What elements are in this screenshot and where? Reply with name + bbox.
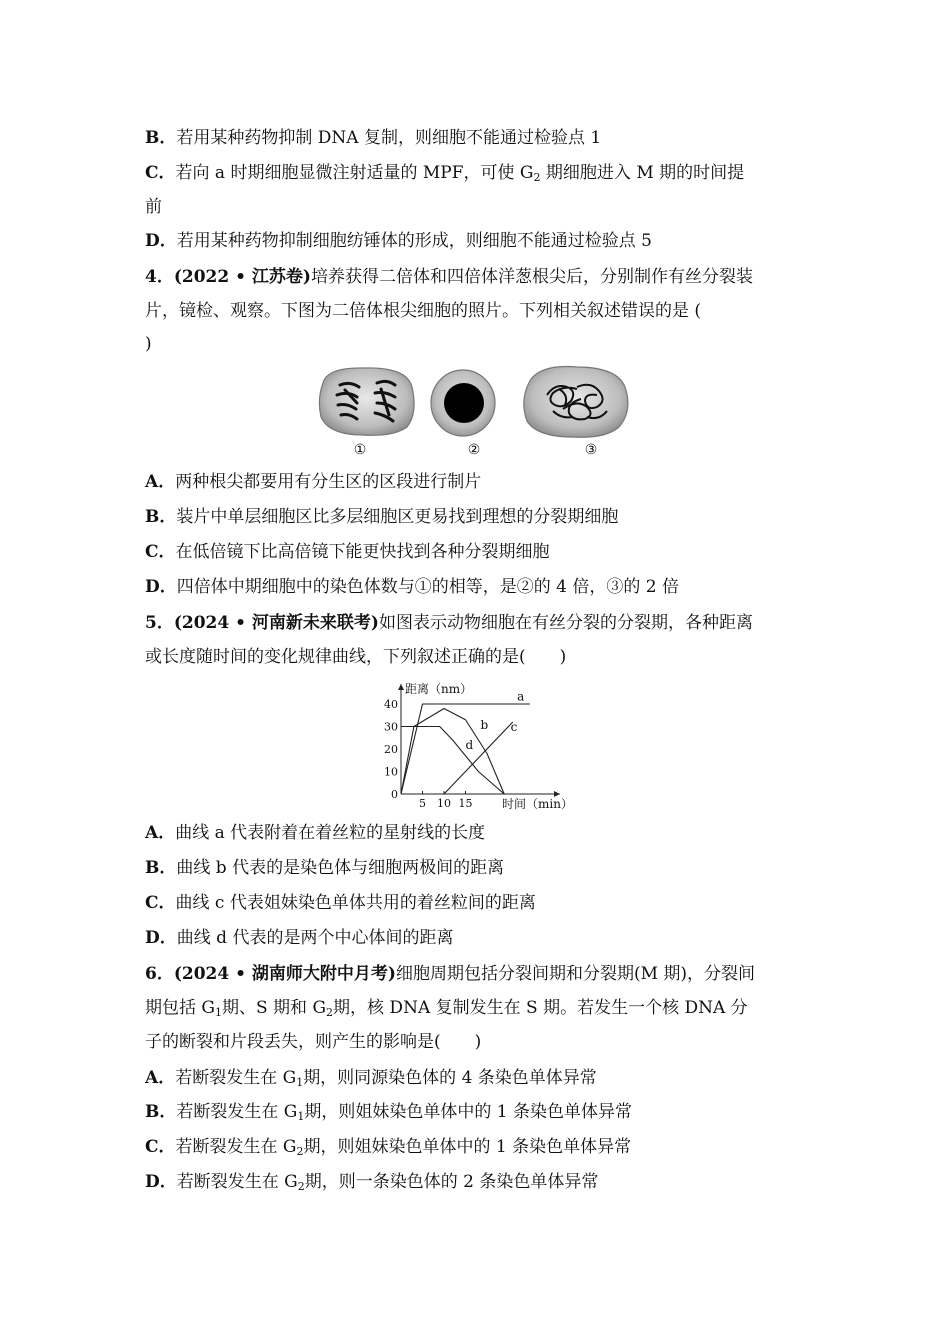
q6-source: (2024 • 湖南师大附中月考) (173, 964, 396, 984)
caption-3: ③ (584, 442, 598, 458)
curve-label-b: b (480, 717, 489, 732)
q6-option-d-label: D． (145, 1172, 177, 1192)
q3-option-c-continued: 前 (145, 197, 162, 217)
y-tick-label: 0 (391, 788, 398, 801)
q4-option-a-text: 两种根尖都要用有分生区的区段进行制片 (175, 472, 482, 492)
q3-option-c (145, 162, 744, 184)
x-tick-label: 10 (437, 797, 451, 810)
curve-c (444, 722, 513, 794)
q5-stem-line1 (145, 612, 753, 634)
q4-option-a (145, 471, 481, 493)
q6-stem2-d: 2 (326, 1006, 334, 1019)
q6-option-b-label: B． (145, 1102, 177, 1122)
q5-option-c-text: 曲线 c 代表姐妹染色单体共用的着丝粒间的距离 (175, 893, 536, 913)
q3-option-d-text: 若用某种药物抑制细胞纺锤体的形成，则细胞不能通过检验点 5 (176, 231, 652, 251)
q4-stem-text1: 培养获得二倍体和四倍体洋葱根尖后，分别制作有丝分裂装 (310, 267, 753, 287)
q6-option-b-sub: 1 (297, 1110, 305, 1123)
y-tick-label: 20 (384, 743, 398, 756)
q5-option-c-label: C． (145, 893, 176, 913)
q5-option-d-label: D． (145, 928, 177, 948)
q5-distance-time-chart (375, 678, 575, 813)
x-tick-label: 5 (419, 797, 426, 810)
q5-option-b-text: 曲线 b 代表的是染色体与细胞两极间的距离 (176, 858, 505, 878)
q4-option-b-label: B． (145, 507, 177, 527)
q5-source: (2024 • 河南新未来联考) (173, 613, 379, 633)
q4-option-c-text: 在低倍镜下比高倍镜下能更快找到各种分裂期细胞 (175, 542, 550, 562)
q5-option-d-text: 曲线 d 代表的是两个中心体间的距离 (176, 928, 454, 948)
q6-stem-text1: 细胞周期包括分裂间期和分裂期(M 期)，分裂间 (395, 964, 756, 984)
q3-option-b-text: 若用某种药物抑制 DNA 复制，则细胞不能通过检验点 1 (176, 128, 602, 148)
q6-option-c (145, 1136, 631, 1158)
q3-option-c-sub: 2 (533, 171, 541, 184)
q6-option-d-pre: 若断裂发生在 G (176, 1172, 298, 1192)
q6-option-d-sub: 2 (297, 1180, 305, 1193)
q5-number: 5． (145, 613, 174, 633)
curve-label-d: d (465, 738, 474, 752)
q5-option-a (145, 822, 485, 844)
y-axis-arrow (398, 684, 404, 690)
q4-stem-line3: ) (145, 334, 152, 354)
q6-stem2-b: 1 (214, 1006, 222, 1019)
q5-stem-line2: 或长度随时间的变化规律曲线，下列叙述正确的是( ) (145, 647, 567, 667)
cell-anaphase-image (319, 368, 414, 435)
q6-stem2-e: 期，核 DNA 复制发生在 S 期。若发生一个核 DNA 分 (333, 998, 748, 1018)
q6-stem2-a: 期包括 G (145, 998, 215, 1018)
curve-label-c: c (510, 720, 518, 734)
q5-option-b (145, 857, 504, 879)
q4-option-b (145, 506, 618, 528)
q6-option-c-post: 期，则姐妹染色单体中的 1 条染色单体异常 (303, 1137, 632, 1157)
cell-prophase-image (524, 367, 628, 438)
q5-option-a-label: A． (145, 823, 176, 843)
q4-source: (2022 • 江苏卷) (173, 267, 311, 287)
q3-option-b (145, 127, 601, 149)
q6-option-a-pre: 若断裂发生在 G (175, 1068, 297, 1088)
q6-stem-line3: 子的断裂和片段丢失，则产生的影响是( ) (145, 1032, 482, 1052)
x-tick-label: 15 (458, 797, 473, 810)
q6-option-c-pre: 若断裂发生在 G (175, 1137, 297, 1157)
q6-option-b-pre: 若断裂发生在 G (176, 1102, 298, 1122)
cell-interphase-image (431, 370, 495, 436)
curve-d (401, 727, 504, 795)
q6-option-a-label: A． (145, 1068, 176, 1088)
q4-option-d-label: D． (145, 577, 177, 597)
q5-option-b-label: B． (145, 858, 177, 878)
q6-option-b-post: 期，则姐妹染色单体中的 1 条染色单体异常 (304, 1102, 632, 1122)
q6-option-d (145, 1171, 598, 1193)
q6-stem2-c: 期、S 期和 G (221, 998, 327, 1018)
q6-option-a-sub: 1 (296, 1076, 304, 1089)
q4-option-d (145, 576, 679, 598)
y-tick-label: 30 (384, 720, 398, 734)
q6-option-b (145, 1101, 632, 1123)
caption-2: ② (467, 442, 481, 458)
q4-option-c (145, 541, 550, 563)
q6-option-c-sub: 2 (296, 1145, 304, 1158)
y-tick-label: 40 (384, 698, 398, 711)
y-axis-label: 距离（nm） (405, 682, 473, 696)
q6-option-d-post: 期，则一条染色体的 2 条染色单体异常 (304, 1172, 599, 1192)
x-axis-label: 时间（min） (502, 797, 573, 811)
q4-stem-line2: 片，镜检、观察。下图为二倍体根尖细胞的照片。下列相关叙述错误的是 ( (145, 301, 702, 321)
q4-cell-micrographs (315, 365, 635, 440)
q4-option-d-text: 四倍体中期细胞中的染色体数与①的相等，是②的 4 倍，③的 2 倍 (176, 577, 679, 597)
q4-option-b-text: 装片中单层细胞区比多层细胞区更易找到理想的分裂期细胞 (176, 507, 619, 527)
q3-option-d-label: D． (145, 231, 177, 251)
q4-option-a-label: A． (145, 472, 176, 492)
q6-stem-line2 (145, 997, 748, 1019)
q6-option-a-post: 期，则同源染色体的 4 条染色单体异常 (303, 1068, 597, 1088)
q5-option-d (145, 927, 453, 949)
q5-stem-text1: 如图表示动物细胞在有丝分裂的分裂期，各种距离 (378, 613, 753, 633)
q3-option-d (145, 230, 652, 252)
q5-option-c (145, 892, 536, 914)
q3-option-c-text: 若向 a 时期细胞显微注射适量的 MPF，可使 G (175, 163, 534, 183)
q4-stem-line1 (145, 266, 753, 288)
caption-1: ① (353, 442, 367, 458)
q3-option-c-label: C． (145, 163, 176, 183)
q6-option-a (145, 1067, 597, 1089)
q4-number: 4． (145, 267, 174, 287)
curve-label-a: a (517, 689, 525, 704)
q6-stem-line1 (145, 963, 755, 985)
q3-option-b-label: B． (145, 128, 177, 148)
q3-option-c-text-post: 期细胞进入 M 期的时间提 (540, 163, 745, 183)
q5-option-a-text: 曲线 a 代表附着在着丝粒的星射线的长度 (175, 823, 486, 843)
y-tick-label: 10 (384, 765, 398, 779)
q6-option-c-label: C． (145, 1137, 176, 1157)
q6-number: 6． (145, 964, 174, 984)
q4-option-c-label: C． (145, 542, 176, 562)
